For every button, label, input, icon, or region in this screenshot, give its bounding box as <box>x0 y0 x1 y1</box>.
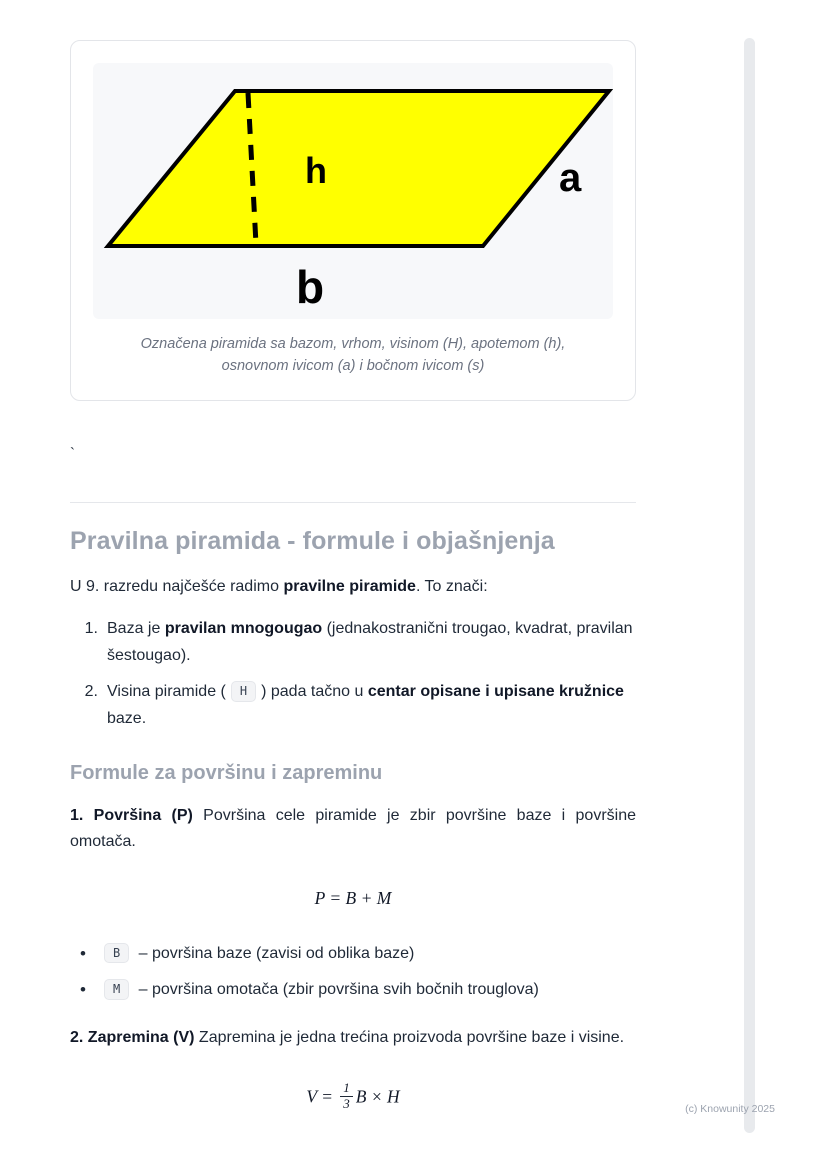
formula-volume-lhs: V = <box>306 1086 338 1107</box>
formula-volume <box>70 1080 636 1114</box>
list-item-text <box>107 616 636 669</box>
bullet-item-M <box>80 977 636 1003</box>
divider <box>70 502 636 503</box>
volume-paragraph-bold: 2. Zapremina (V) <box>70 1028 195 1046</box>
label-b: b <box>296 261 325 313</box>
intro-paragraph <box>70 574 636 600</box>
volume-paragraph-text: Zapremina je jedna trećina proizvoda površine baze i visine. <box>194 1028 625 1046</box>
figure-caption: Označena piramida sa bazom, vrhom, visinom (H), apotemom (h), osnovnom ivicom (a) i bočnom ivicom (s) <box>140 336 566 375</box>
area-paragraph-bold: 1. Površina (P) <box>70 806 193 824</box>
item1-pre: Baza je <box>107 620 165 638</box>
content-column <box>70 40 636 1146</box>
fraction-denominator: 3 <box>340 1096 353 1112</box>
bullet-M-text: – površina omotača (zbir površina svih bočnih trouglova) <box>134 981 539 999</box>
intro-post: . To znači: <box>415 577 488 595</box>
bullet-B-text: – površina baze (zavisi od oblika baze) <box>134 944 415 962</box>
formula-area: P = B + M <box>314 887 392 908</box>
area-paragraph <box>70 803 636 856</box>
item2-post: baze. <box>107 709 147 727</box>
ordered-list <box>70 616 636 732</box>
list-number: 1. <box>84 620 98 638</box>
item2-mid: ) pada tačno u <box>261 683 368 701</box>
section-heading: Pravilna piramida - formule i objašnjenja <box>70 526 555 555</box>
code-chip-H: H <box>231 681 256 702</box>
bullet-list <box>70 941 636 1003</box>
subsection-heading: Formule za površinu i zapreminu <box>70 761 383 784</box>
bullet-text <box>99 977 539 1003</box>
bullet-text <box>99 941 414 967</box>
fraction-numerator: 1 <box>343 1080 350 1096</box>
item1-post: (jednakostranični trougao, kvadrat, pravilan šestougao). <box>107 620 633 664</box>
bullet-dot: • <box>80 980 86 1000</box>
label-h: h <box>305 150 327 191</box>
figure-card <box>70 40 636 401</box>
list-item-2 <box>82 679 636 732</box>
intro-bold: pravilne piramide <box>283 577 416 595</box>
stray-backtick: ` <box>70 444 75 462</box>
parallelogram-shape <box>108 91 609 246</box>
label-a: a <box>559 156 582 200</box>
code-chip-B: B <box>104 943 129 964</box>
area-paragraph-text: Površina cele piramide je zbir površine baze i površine omotača. <box>70 806 637 851</box>
fraction-one-third <box>340 1081 353 1112</box>
intro-pre: U 9. razredu najčešće radimo <box>70 577 284 595</box>
parallelogram-figure <box>93 63 613 319</box>
volume-paragraph <box>70 1025 636 1051</box>
list-item-text <box>107 679 636 732</box>
scrollbar-track[interactable] <box>744 38 755 1133</box>
list-item-1 <box>82 616 636 669</box>
pyramid-diagram <box>93 63 613 319</box>
item1-bold: pravilan mnogougao <box>164 620 323 638</box>
copyright-text: (c) Knowunity 2025 <box>685 1103 775 1115</box>
code-chip-M: M <box>104 979 129 1000</box>
bullet-item-B <box>80 941 636 967</box>
formula-volume-rhs: B × H <box>355 1086 400 1107</box>
item2-bold: centar opisane i upisane kružnice <box>367 683 624 701</box>
item2-pre: Visina piramide ( <box>107 683 226 701</box>
list-number: 2. <box>84 683 98 701</box>
bullet-dot: • <box>80 943 86 963</box>
